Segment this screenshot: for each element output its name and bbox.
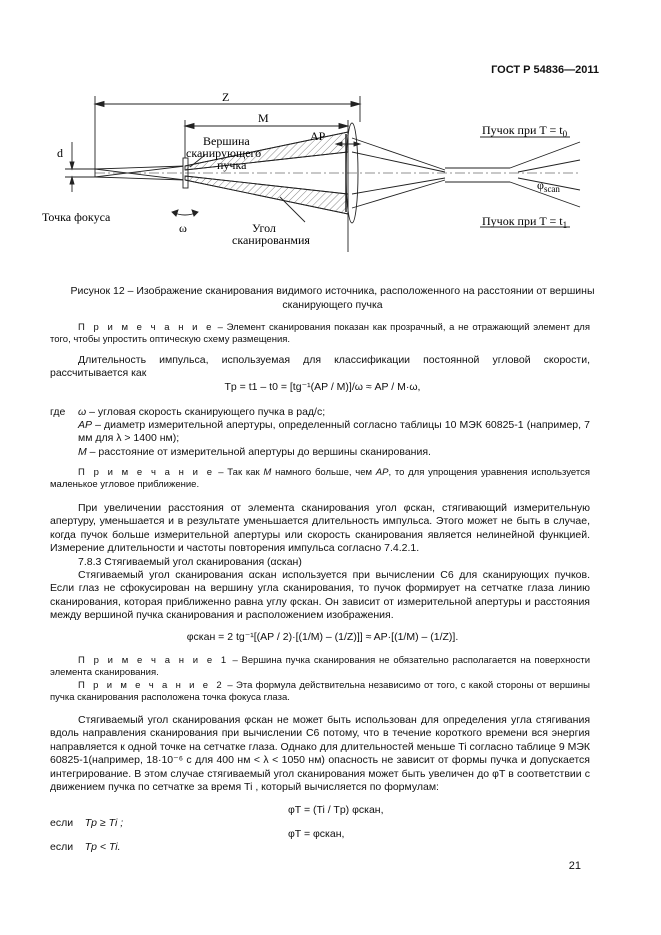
- condition-2: если Tp < Ti.: [50, 841, 121, 853]
- label-d: d: [57, 146, 63, 160]
- paragraph-pulse-duration: Длительность импульса, используемая для классификации постоянной угловой скорости, рассчитывается как: [50, 354, 590, 380]
- label-beam-t1: Пучок при $T = t_1$: [482, 214, 568, 230]
- formula-phi-t-2: φT = φскан,: [288, 828, 345, 840]
- formula-pulse: Tp = t1 – t0 = [tg⁻¹(AP / M)]/ω ≈ AP / M·ω,: [224, 381, 421, 393]
- label-omega: ω: [179, 221, 187, 235]
- paragraph-distance: При увеличении расстояния от элемента сканирования угол φскан, стягивающий измерительную апертуру, уменьшается и в результате уменьшается длительность импульса. Этого может не быть в случае, когда пучок больше измерительной апертуры или скорость сканирования является нелинейной функцией. Измерение длительности и частоты повторения импульса согласно 7.4.2.1.: [50, 502, 590, 555]
- label-angle-1: Угол: [252, 221, 276, 235]
- definitions-label: где: [50, 406, 66, 418]
- label-angle-2: сканированмия: [232, 233, 310, 247]
- label-ap: AP: [310, 129, 326, 143]
- label-apex-2: сканирующего: [186, 146, 262, 160]
- figure-caption: Рисунок 12 – Изображение сканирования видимого источника, расположенного на расстоянии от вершины сканирующего пучка: [70, 285, 595, 311]
- paragraph-phi-t: Стягиваемый угол сканирования φскан не может быть использован для определения угла стягивания вдоль направления сканирования при вычислении C6 потому, что в течение короткого времени вся энергия направляется к одной точке на сетчатке глаза. Однако для длительностей меньше Ti согласно таблице 9 МЭК 60825-1(например, 18·10⁻⁶ с для 400 нм < λ < 1050 нм) опасность не зависит от формы пучка и допускается интегрирование. В этом случае стягиваемый угол сканирования может быть увеличен до φT в соответствии с движением пучка по сетчатке за время Ti , который вычисляется по формулам:: [50, 714, 590, 794]
- document-header: ГОСТ Р 54836—2011: [491, 64, 599, 76]
- label-z: Z: [222, 90, 230, 104]
- section-heading: 7.8.3 Стягиваемый угол сканирования (αскан): [78, 556, 302, 568]
- label-beam-t0: Пучок при $T = t_0$: [482, 123, 568, 139]
- note-1: П р и м е ч а н и е – Элемент сканирования показан как прозрачный, а не отражающий элемент для того, чтобы упростить оптическую схему размещения.: [50, 322, 590, 346]
- definitions: [50, 406, 595, 466]
- condition-1: если Tp ≥ Ti ;: [50, 817, 124, 829]
- scanning-diagram: [40, 82, 630, 260]
- note-2: П р и м е ч а н и е – Так как M намного больше, чем AP, то для упрощения уравнения используется маленькое угловое приближение.: [50, 467, 590, 491]
- label-phi-scan: $\varphi_{scan}$: [537, 178, 560, 194]
- label-focus: Точка фокуса: [42, 210, 111, 224]
- def-m: M – расстояние от измерительной апертуры до вершины сканирования.: [78, 446, 431, 458]
- formula-phi-scan: φскан = 2 tg⁻¹[(AP / 2)·[(1/M) – (1/Z)]] ≈ AP·[(1/M) – (1/Z)].: [186, 631, 459, 643]
- def-omega: ω – угловая скорость сканирующего пучка в рад/с;: [78, 406, 326, 418]
- label-apex-3: пучка: [217, 158, 247, 172]
- label-m: M: [258, 111, 269, 125]
- paragraph-subtended-angle: Стягиваемый угол сканирования αскан используется при вычислении C6 для сканирующих пучков. Если глаз не сфокусирован на вершину угла сканирования, то пучок формирует на сетчатке глаза линию сканирования, которая приближенно равна углу φскан. Он зависит от измерительной апертуры и расстояния между вершиной пучка сканирования и расположением изображения.: [50, 569, 590, 622]
- formula-phi-t-1: φT = (Ti / Tp) φскан,: [288, 804, 384, 816]
- def-ap: AP – диаметр измерительной апертуры, определенный согласно таблицы 10 МЭК 60825-1 (например, 7 мм для λ > 1400 нм);: [78, 419, 590, 445]
- note-4: П р и м е ч а н и е 2 – Эта формула действительна независимо от того, с какой стороны от вершины пучка сканирования расположена точка фокуса глаза.: [50, 680, 591, 704]
- note-3: П р и м е ч а н и е 1 – Вершина пучка сканирования не обязательно располагается на поверхности элемента сканирования.: [50, 655, 591, 679]
- page-number: 21: [568, 860, 581, 872]
- label-apex-1: Вершина: [203, 134, 250, 148]
